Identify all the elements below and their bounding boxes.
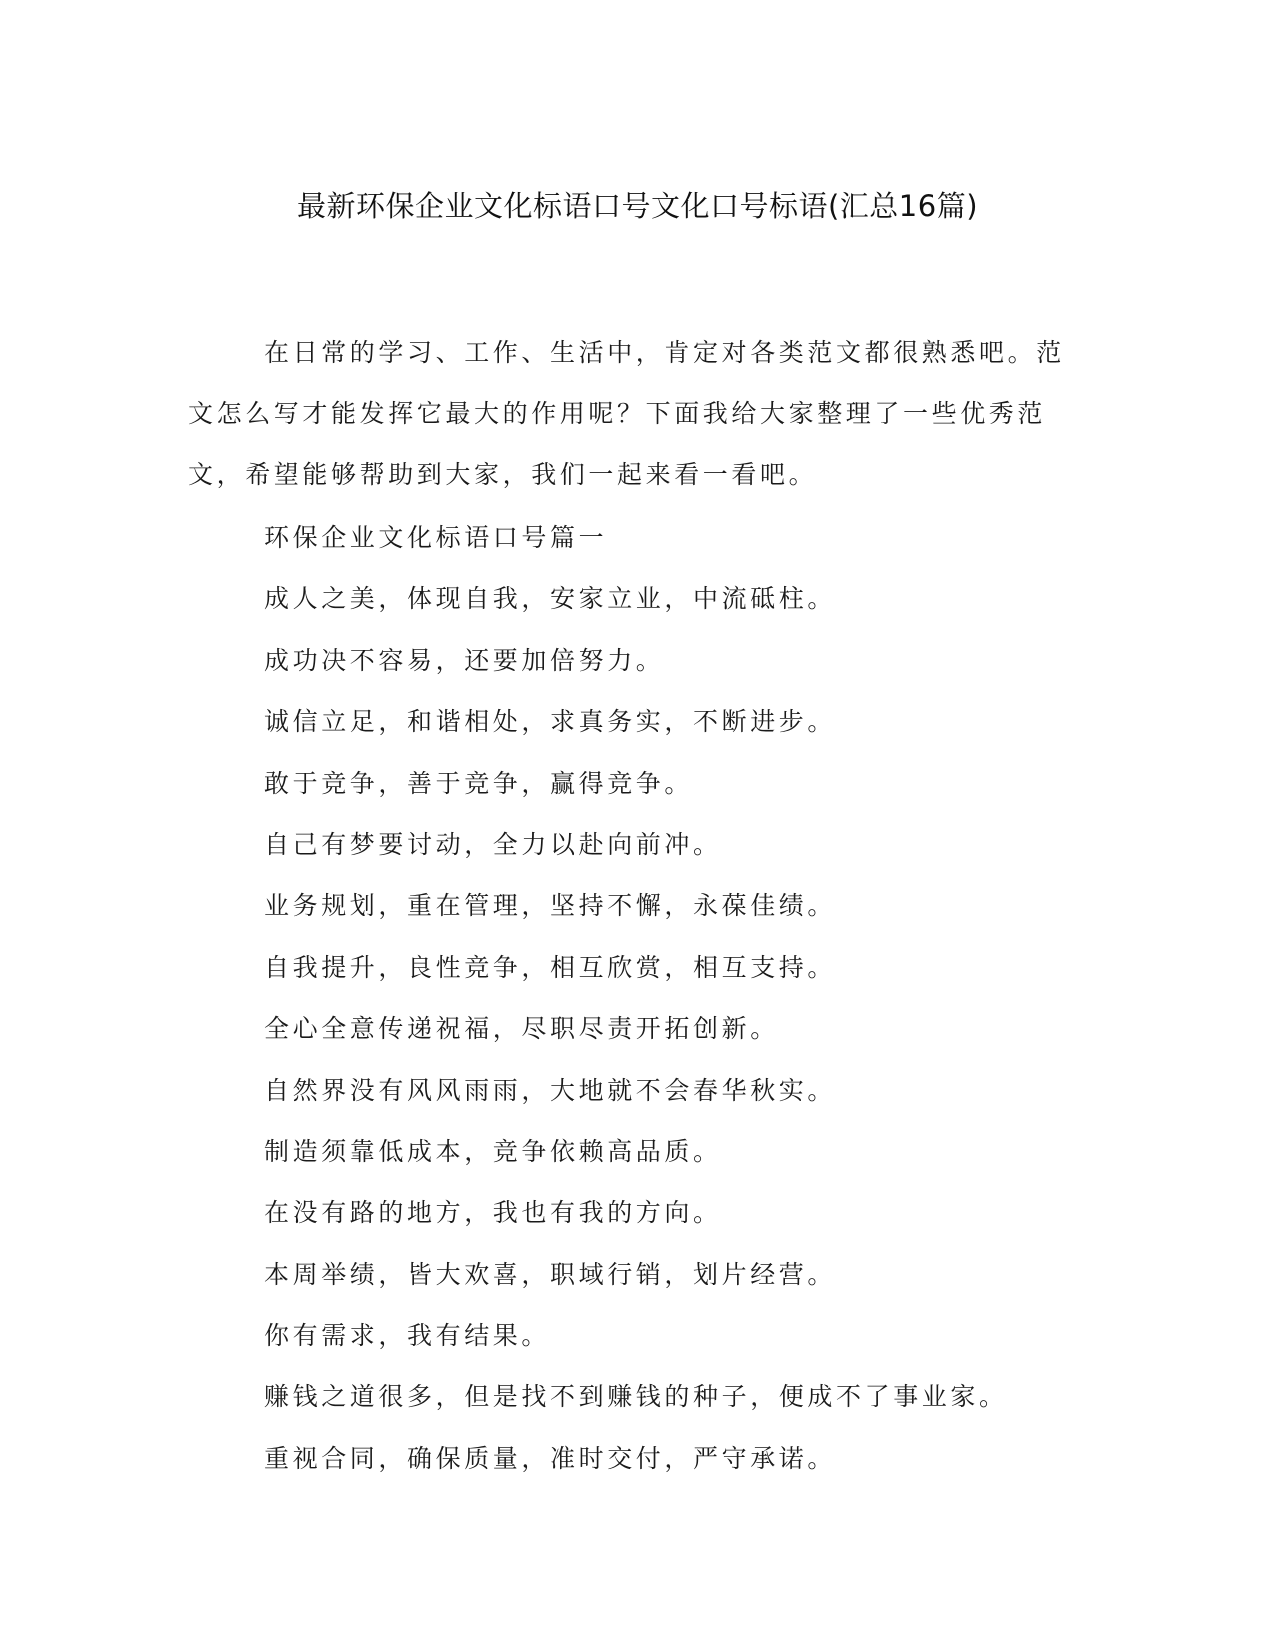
list-item: 在没有路的地方，我也有我的方向。 — [264, 1198, 722, 1228]
list-item: 成人之美，体现自我，安家立业，中流砥柱。 — [264, 584, 837, 614]
list-item: 全心全意传递祝福，尽职尽责开拓创新。 — [264, 1014, 779, 1044]
list-item: 敢于竞争，善于竞争，赢得竞争。 — [264, 768, 694, 798]
list-item: 你有需求，我有结果。 — [264, 1321, 551, 1351]
list-item: 重视合同，确保质量，准时交付，严守承诺。 — [264, 1443, 837, 1473]
list-item: 业务规划，重在管理，坚持不懈，永葆佳绩。 — [264, 891, 837, 921]
intro-paragraph: 在日常的学习、工作、生活中，肯定对各类范文都很熟悉吧。范文怎么写才能发挥它最大的作用呢？下面我给大家整理了一些优秀范文，希望能够帮助到大家，我们一起来看一看吧。 — [188, 338, 1065, 489]
list-item: 诚信立足，和谐相处，求真务实，不断进步。 — [264, 707, 837, 737]
list-item: 本周举绩，皆大欢喜，职域行销，划片经营。 — [264, 1259, 837, 1289]
slogan-list — [264, 507, 1164, 1489]
list-item: 自己有梦要讨动，全力以赴向前冲。 — [264, 829, 722, 859]
list-item: 自我提升，良性竞争，相互欣赏，相互支持。 — [264, 952, 837, 982]
list-item: 自然界没有风风雨雨，大地就不会春华秋实。 — [264, 1075, 837, 1105]
list-item: 赚钱之道很多，但是找不到赚钱的种子，便成不了事业家。 — [264, 1382, 1008, 1412]
list-item: 成功决不容易，还要加倍努力。 — [264, 645, 665, 675]
section-heading: 环保企业文化标语口号篇一 — [264, 523, 608, 552]
list-item: 制造须靠低成本，竞争依赖高品质。 — [264, 1136, 722, 1166]
document-title: 最新环保企业文化标语口号文化口号标语(汇总16篇) — [296, 189, 979, 223]
